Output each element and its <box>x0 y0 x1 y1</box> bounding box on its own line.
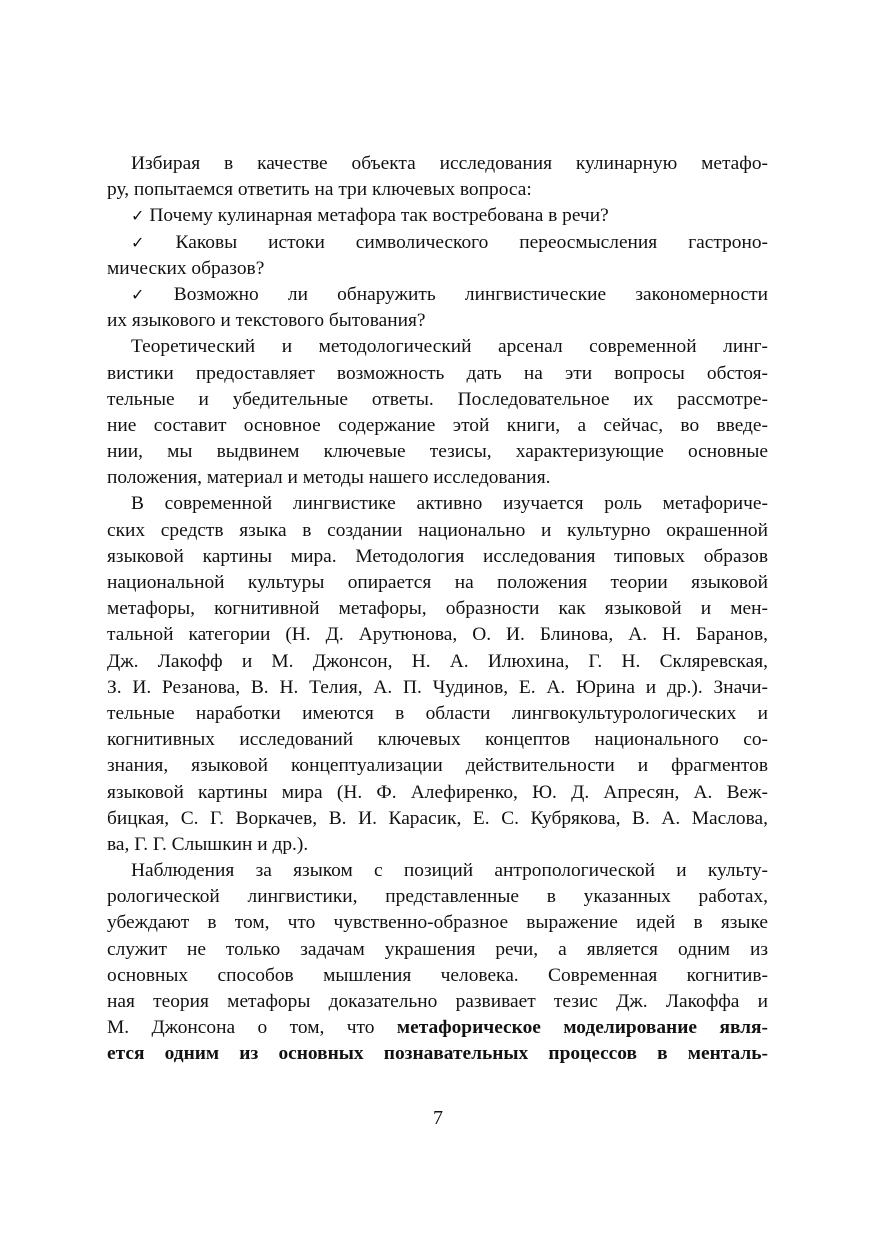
question-text: Каковы истоки символического переосмысления гастроно- <box>175 231 768 253</box>
paragraph-line: национальной культуры опирается на положения теории языковой <box>107 572 768 593</box>
paragraph-line-mixed <box>107 1015 768 1041</box>
question-text: Почему кулинарная метафора так востребована в речи? <box>149 205 609 227</box>
paragraph-line: положения, материал и методы нашего исследования. <box>107 467 551 489</box>
paragraph-line: языковой картины мира (Н. Ф. Алефиренко, Ю. Д. Апресян, А. Веж- <box>107 781 768 803</box>
paragraph-line: В современной лингвистике активно изучается роль метафориче- <box>131 493 768 515</box>
paragraph-line: Теоретический и методологический арсенал современной линг- <box>131 336 768 358</box>
paragraph-line-bold: ется одним из основных познавательных процессов в менталь- <box>107 1043 768 1065</box>
question-2 <box>107 230 768 256</box>
paragraph-line: З. И. Резанова, В. Н. Телия, А. П. Чудинов, Е. А. Юрина и др.). Значи- <box>107 676 768 698</box>
paragraph-line: знания, языковой концептуализации действительности и фрагментов <box>107 755 768 777</box>
page-body <box>107 151 768 1068</box>
plain-text: М. Джонсона о том, что <box>107 1017 397 1039</box>
paragraph-line: убеждают в том, что чувственно-образное выражение идей в языке <box>107 912 768 934</box>
question-text: Возможно ли обнаружить лингвистические закономерности <box>173 283 769 305</box>
paragraph-line: ских средств языка в создании национально и культурно окрашенной <box>107 519 768 541</box>
intro-line: Избирая в качестве объекта исследования кулинарную метафо- <box>131 153 768 174</box>
question-3-cont: их языкового и текстового бытования? <box>107 310 426 332</box>
paragraph-line: служит не только задачам украшения речи, а является одним из <box>107 938 768 960</box>
paragraph-line: вистики предоставляет возможность дать на эти вопросы обстоя- <box>107 362 768 384</box>
paragraph-line: тельные наработки имеются в области лингвокультурологических и <box>107 702 768 724</box>
question-3 <box>107 282 768 308</box>
paragraph-line: метафоры, когнитивной метафоры, образности как языковой и мен- <box>107 598 768 620</box>
paragraph-line: основных способов мышления человека. Современная когнитив- <box>107 964 768 986</box>
paragraph-line: когнитивных исследований ключевых концептов национального со- <box>107 729 768 751</box>
paragraph-line: бицкая, С. Г. Воркачев, В. И. Карасик, Е. С. Кубрякова, В. А. Маслова, <box>107 807 768 829</box>
intro-line: ру, попытаемся ответить на три ключевых вопроса: <box>107 179 532 201</box>
page-number: 7 <box>433 1107 443 1129</box>
check-icon: ✓ <box>131 206 145 226</box>
question-2-cont: мических образов? <box>107 257 265 279</box>
check-icon: ✓ <box>131 232 171 252</box>
paragraph-line: Наблюдения за языком с позиций антропологической и культу- <box>131 860 768 882</box>
paragraph-line: Дж. Лакофф и М. Джонсон, Н. А. Илюхина, Г. Н. Скляревская, <box>107 650 768 672</box>
paragraph-line: нии, мы выдвинем ключевые тезисы, характеризующие основные <box>107 441 768 463</box>
paragraph-line: рологической лингвистики, представленные в указанных работах, <box>107 886 768 908</box>
paragraph-line: ная теория метафоры доказательно развивает тезис Дж. Лакоффа и <box>107 991 768 1012</box>
bold-text: метафорическое моделирование явля- <box>396 1017 768 1039</box>
question-1 <box>107 203 768 229</box>
check-icon: ✓ <box>131 284 169 304</box>
paragraph-line: ва, Г. Г. Слышкин и др.). <box>107 833 309 855</box>
paragraph-line: тальной категории (Н. Д. Арутюнова, О. И. Блинова, А. Н. Баранов, <box>107 624 768 646</box>
paragraph-line: ние составит основное содержание этой книги, а сейчас, во введе- <box>107 414 768 436</box>
paragraph-line: языковой картины мира. Методология исследования типовых образов <box>107 545 768 567</box>
paragraph-line: тельные и убедительные ответы. Последовательное их рассмотре- <box>107 388 768 410</box>
